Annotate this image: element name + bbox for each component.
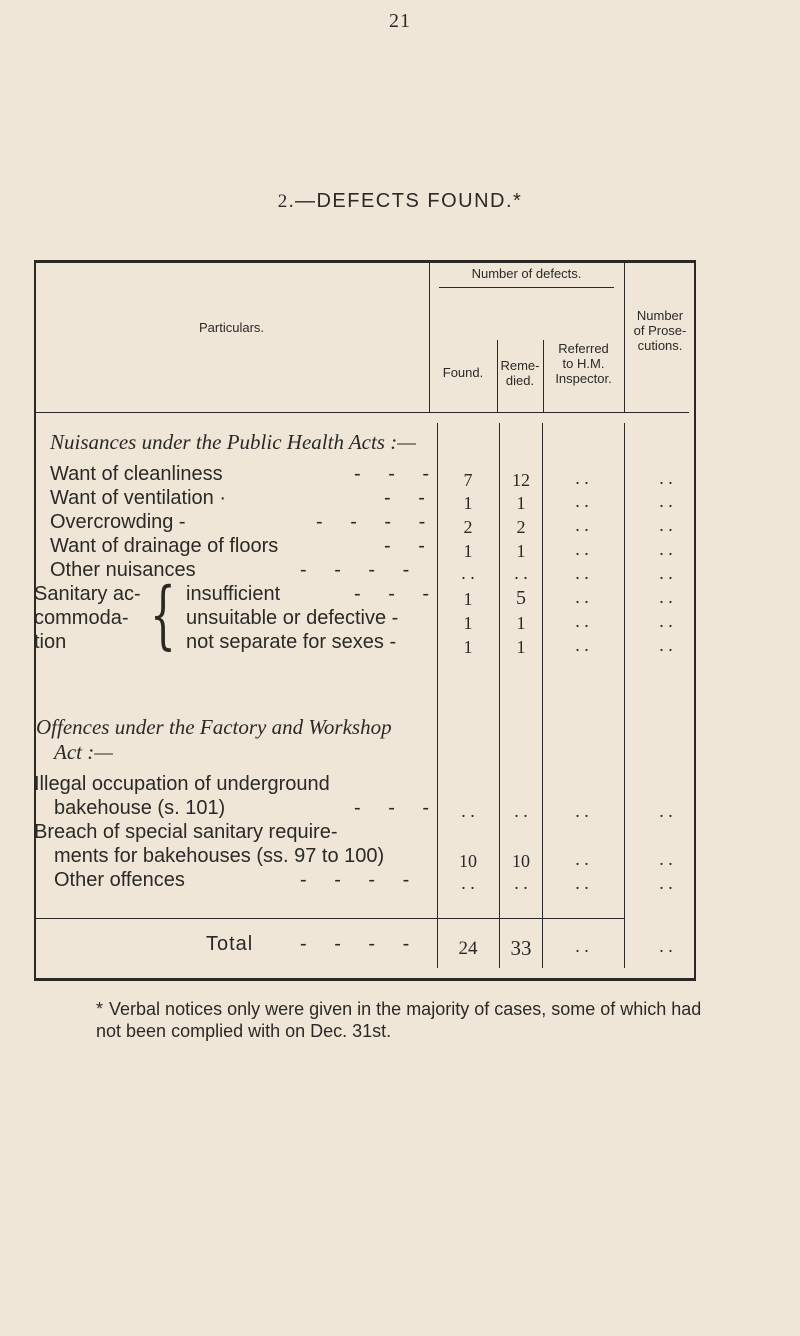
row-label-ments: ments for bakehouses (ss. 97 to 100) — [54, 845, 385, 867]
row-label-insufficient: insufficient — [186, 583, 281, 605]
row-label-other-offences: Other offences — [54, 869, 185, 891]
table-top-border — [34, 260, 696, 263]
row-remedied-ments: 10 — [512, 851, 530, 871]
row-label-cleanliness: Want of cleanliness — [50, 463, 223, 485]
row-referred-drainage: . . — [575, 539, 589, 559]
row-prosecutions-ventilation: . . — [659, 491, 673, 511]
header-particulars: Particulars. — [198, 320, 265, 335]
section-factory-cont: Act :— — [54, 740, 113, 764]
row-found-not-separate: 1 — [463, 637, 473, 657]
row-remedied-unsuitable: 1 — [516, 613, 526, 633]
sanitary-group-line-3: tion — [34, 631, 67, 653]
number-of-defects-rule — [439, 287, 614, 288]
total-remedied: 33 — [510, 936, 532, 960]
row-found-ventilation: 1 — [463, 493, 473, 513]
row-referred-other-offences: . . — [575, 873, 589, 893]
header-number-of-defects: Number of defects. — [471, 266, 582, 281]
header-remedied: Reme- died. — [500, 358, 540, 388]
row-referred-other-nuisances: . . — [575, 563, 589, 583]
row-prosecutions-other-nuisances: . . — [659, 563, 673, 583]
total-found: 24 — [458, 938, 478, 959]
row-prosecutions-not-separate: . . — [659, 635, 673, 655]
row-found-overcrowding: 2 — [463, 517, 473, 537]
row-found-other-nuisances: . . — [461, 563, 475, 583]
row-label-overcrowding: Overcrowding - — [50, 511, 186, 533]
row-dashes-insufficient: - - - — [354, 583, 441, 605]
page-number: 21 — [389, 10, 411, 32]
row-label-bakehouse: bakehouse (s. 101) — [54, 797, 226, 819]
row-prosecutions-unsuitable: . . — [659, 611, 673, 631]
header-found: Found. — [442, 365, 484, 380]
total-prosecutions: . . — [659, 936, 673, 956]
row-dashes-drainage: - - — [384, 535, 436, 557]
row-found-unsuitable: 1 — [463, 613, 473, 633]
row-referred-unsuitable: . . — [575, 611, 589, 631]
row-prosecutions-insufficient: . . — [659, 587, 673, 607]
row-referred-insufficient: . . — [575, 587, 589, 607]
row-label-breach: Breach of special sanitary require- — [34, 821, 338, 843]
title-number: 2. — [277, 191, 295, 212]
row-referred-ventilation: . . — [575, 491, 589, 511]
row-prosecutions-other-offences: . . — [659, 873, 673, 893]
row-remedied-other-offences: . . — [514, 873, 528, 893]
sanitary-group-brace: { — [150, 572, 176, 658]
row-remedied-other-nuisances: . . — [514, 563, 528, 583]
total-separator — [34, 918, 624, 919]
row-remedied-overcrowding: 2 — [516, 517, 526, 537]
row-referred-overcrowding: . . — [575, 515, 589, 535]
header-referred: Referred to H.M. Inspector. — [555, 341, 612, 386]
row-label-drainage: Want of drainage of floors — [50, 535, 279, 557]
row-remedied-drainage: 1 — [516, 541, 526, 561]
row-prosecutions-bakehouse: . . — [659, 801, 673, 821]
defects-table — [34, 260, 696, 980]
row-referred-not-separate: . . — [575, 635, 589, 655]
section-public-health: Nuisances under the Public Health Acts :— — [50, 430, 416, 454]
row-label-not-separate: not separate for sexes - — [186, 631, 397, 653]
row-label-unsuitable: unsuitable or defective - — [186, 607, 399, 629]
row-referred-bakehouse: . . — [575, 801, 589, 821]
row-dashes-bakehouse: - - - — [354, 797, 441, 819]
row-referred-ments: . . — [575, 849, 589, 869]
row-dashes-other-nuisances: - - - - — [300, 559, 421, 581]
row-label-other-nuisances: Other nuisances — [50, 559, 196, 581]
header-col-line-1 — [429, 260, 430, 412]
table-bottom-border — [34, 978, 696, 981]
page-title — [0, 190, 800, 213]
section-factory: Offences under the Factory and Workshop — [36, 715, 392, 739]
header-prosecutions: Number of Prose- cutions. — [633, 308, 687, 353]
row-dashes-other-offences: - - - - — [300, 869, 421, 891]
total-referred: . . — [575, 936, 589, 956]
row-prosecutions-ments: . . — [659, 849, 673, 869]
total-label: Total — [206, 933, 254, 955]
body-col-line-4 — [624, 423, 625, 968]
row-found-insufficient: 1 — [463, 589, 473, 609]
row-remedied-cleanliness: 12 — [512, 470, 530, 490]
row-label-ventilation: Want of ventilation · — [50, 487, 227, 509]
row-found-drainage: 1 — [463, 541, 473, 561]
row-remedied-bakehouse: . . — [514, 801, 528, 821]
footnote-text: Verbal notices only were given in the majority of cases, some of which had not been complied with on Dec. 31st. — [96, 999, 702, 1041]
row-remedied-ventilation: 1 — [516, 493, 526, 513]
row-label-illegal-occupation: Illegal occupation of underground — [34, 773, 330, 795]
sanitary-group-line-2: commoda- — [34, 607, 129, 629]
footnote-marker: * — [96, 999, 104, 1019]
row-found-other-offences: . . — [461, 873, 475, 893]
row-dashes-cleanliness: - - - — [354, 463, 441, 485]
row-prosecutions-drainage: . . — [659, 539, 673, 559]
row-remedied-not-separate: 1 — [516, 637, 526, 657]
header-separator — [34, 412, 689, 413]
footnote — [96, 998, 716, 1042]
row-dashes-ventilation: - - — [384, 487, 436, 509]
row-found-bakehouse: . . — [461, 801, 475, 821]
total-dashes: - - - - — [300, 933, 421, 955]
row-found-cleanliness: 7 — [463, 470, 473, 490]
row-remedied-insufficient: 5 — [516, 587, 526, 609]
row-prosecutions-overcrowding: . . — [659, 515, 673, 535]
row-found-ments: 10 — [459, 851, 477, 871]
row-referred-cleanliness: . . — [575, 468, 589, 488]
row-dashes-overcrowding: - - - - — [316, 511, 437, 533]
sanitary-group-line-1: Sanitary ac- — [34, 583, 141, 605]
row-prosecutions-cleanliness: . . — [659, 468, 673, 488]
title-text: —DEFECTS FOUND.* — [294, 190, 523, 212]
